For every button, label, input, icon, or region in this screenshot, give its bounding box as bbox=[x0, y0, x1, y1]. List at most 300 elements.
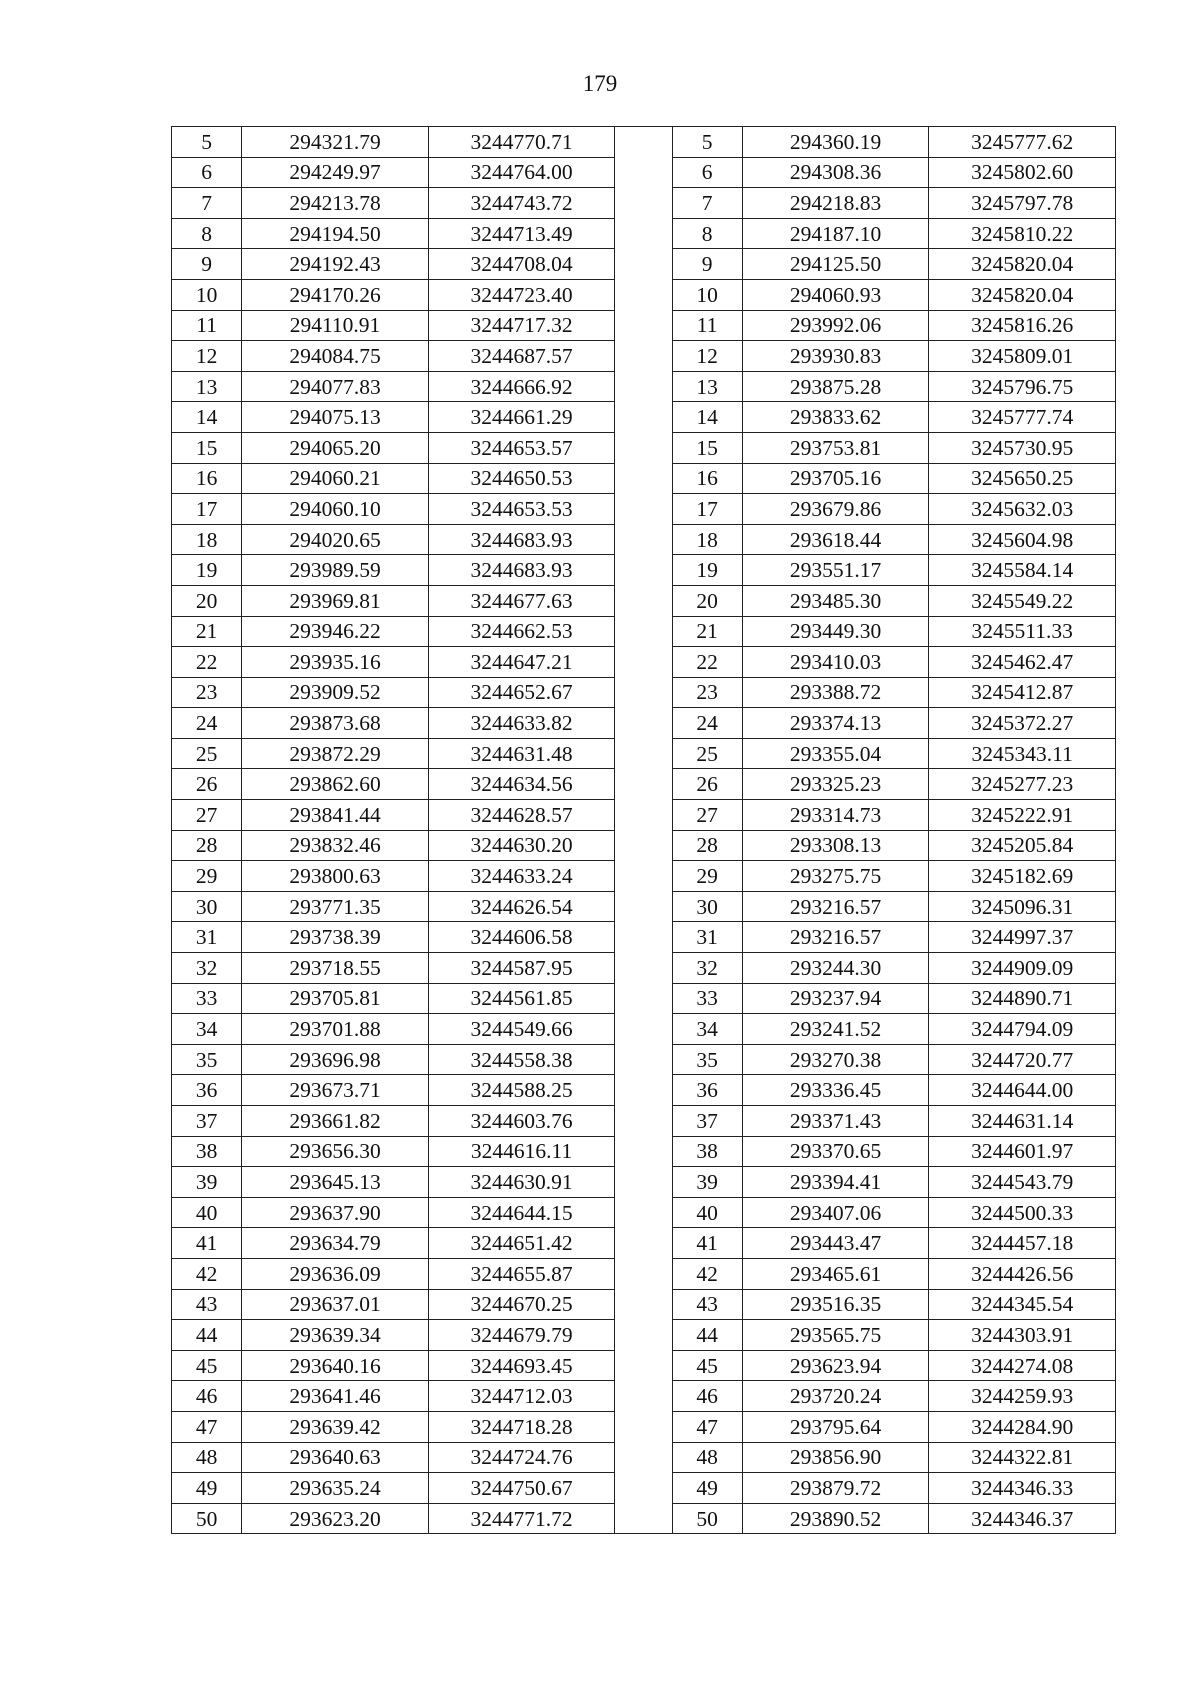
left-y-coordinate-cell: 3244708.04 bbox=[428, 249, 615, 280]
right-x-coordinate-cell: 293465.61 bbox=[742, 1258, 929, 1289]
right-point-number-cell: 43 bbox=[672, 1289, 742, 1320]
left-point-number-cell: 36 bbox=[172, 1075, 242, 1106]
left-x-coordinate-cell: 293656.30 bbox=[242, 1136, 429, 1167]
right-x-coordinate-cell: 293795.64 bbox=[742, 1411, 929, 1442]
gap-cell bbox=[615, 310, 672, 341]
right-x-coordinate-cell: 293216.57 bbox=[742, 891, 929, 922]
right-y-coordinate-cell: 3245816.26 bbox=[929, 310, 1116, 341]
gap-cell bbox=[615, 983, 672, 1014]
right-y-coordinate-cell: 3244322.81 bbox=[929, 1442, 1116, 1473]
right-x-coordinate-cell: 293374.13 bbox=[742, 708, 929, 739]
table-row bbox=[172, 402, 1116, 433]
right-y-coordinate-cell: 3244345.54 bbox=[929, 1289, 1116, 1320]
right-point-number-cell: 35 bbox=[672, 1044, 742, 1075]
gap-cell bbox=[615, 1258, 672, 1289]
table-row bbox=[172, 1197, 1116, 1228]
left-point-number-cell: 27 bbox=[172, 800, 242, 831]
left-y-coordinate-cell: 3244647.21 bbox=[428, 647, 615, 678]
right-point-number-cell: 13 bbox=[672, 371, 742, 402]
left-x-coordinate-cell: 293639.42 bbox=[242, 1411, 429, 1442]
right-y-coordinate-cell: 3245777.62 bbox=[929, 127, 1116, 158]
right-y-coordinate-cell: 3244500.33 bbox=[929, 1197, 1116, 1228]
left-point-number-cell: 11 bbox=[172, 310, 242, 341]
right-y-coordinate-cell: 3245632.03 bbox=[929, 494, 1116, 525]
gap-cell bbox=[615, 1075, 672, 1106]
left-y-coordinate-cell: 3244718.28 bbox=[428, 1411, 615, 1442]
right-point-number-cell: 6 bbox=[672, 157, 742, 188]
left-y-coordinate-cell: 3244631.48 bbox=[428, 738, 615, 769]
left-x-coordinate-cell: 293661.82 bbox=[242, 1106, 429, 1137]
right-y-coordinate-cell: 3245820.04 bbox=[929, 249, 1116, 280]
left-y-coordinate-cell: 3244561.85 bbox=[428, 983, 615, 1014]
gap-cell bbox=[615, 861, 672, 892]
right-y-coordinate-cell: 3245810.22 bbox=[929, 218, 1116, 249]
right-point-number-cell: 12 bbox=[672, 341, 742, 372]
gap-cell bbox=[615, 1350, 672, 1381]
left-x-coordinate-cell: 294249.97 bbox=[242, 157, 429, 188]
table-row bbox=[172, 891, 1116, 922]
right-x-coordinate-cell: 293355.04 bbox=[742, 738, 929, 769]
gap-cell bbox=[615, 647, 672, 678]
table-row bbox=[172, 983, 1116, 1014]
left-y-coordinate-cell: 3244588.25 bbox=[428, 1075, 615, 1106]
left-y-coordinate-cell: 3244652.67 bbox=[428, 677, 615, 708]
left-y-coordinate-cell: 3244630.91 bbox=[428, 1167, 615, 1198]
gap-cell bbox=[615, 341, 672, 372]
right-x-coordinate-cell: 293679.86 bbox=[742, 494, 929, 525]
gap-cell bbox=[615, 616, 672, 647]
gap-cell bbox=[615, 432, 672, 463]
right-x-coordinate-cell: 293875.28 bbox=[742, 371, 929, 402]
left-y-coordinate-cell: 3244626.54 bbox=[428, 891, 615, 922]
right-point-number-cell: 30 bbox=[672, 891, 742, 922]
left-point-number-cell: 49 bbox=[172, 1473, 242, 1504]
table-row bbox=[172, 524, 1116, 555]
left-point-number-cell: 8 bbox=[172, 218, 242, 249]
gap-cell bbox=[615, 249, 672, 280]
right-point-number-cell: 26 bbox=[672, 769, 742, 800]
left-x-coordinate-cell: 294213.78 bbox=[242, 188, 429, 219]
left-y-coordinate-cell: 3244662.53 bbox=[428, 616, 615, 647]
right-point-number-cell: 42 bbox=[672, 1258, 742, 1289]
left-x-coordinate-cell: 294065.20 bbox=[242, 432, 429, 463]
right-x-coordinate-cell: 293449.30 bbox=[742, 616, 929, 647]
left-x-coordinate-cell: 294075.13 bbox=[242, 402, 429, 433]
table-row bbox=[172, 279, 1116, 310]
left-y-coordinate-cell: 3244655.87 bbox=[428, 1258, 615, 1289]
gap-cell bbox=[615, 127, 672, 158]
left-x-coordinate-cell: 294321.79 bbox=[242, 127, 429, 158]
right-y-coordinate-cell: 3245584.14 bbox=[929, 555, 1116, 586]
right-x-coordinate-cell: 293565.75 bbox=[742, 1320, 929, 1351]
right-point-number-cell: 32 bbox=[672, 953, 742, 984]
table-row bbox=[172, 555, 1116, 586]
table-row bbox=[172, 494, 1116, 525]
left-y-coordinate-cell: 3244683.93 bbox=[428, 524, 615, 555]
table-row bbox=[172, 738, 1116, 769]
left-point-number-cell: 28 bbox=[172, 830, 242, 861]
table-row bbox=[172, 218, 1116, 249]
gap-cell bbox=[615, 769, 672, 800]
left-point-number-cell: 41 bbox=[172, 1228, 242, 1259]
left-point-number-cell: 25 bbox=[172, 738, 242, 769]
table-row bbox=[172, 1442, 1116, 1473]
right-x-coordinate-cell: 293325.23 bbox=[742, 769, 929, 800]
gap-cell bbox=[615, 891, 672, 922]
right-x-coordinate-cell: 293241.52 bbox=[742, 1014, 929, 1045]
right-point-number-cell: 22 bbox=[672, 647, 742, 678]
left-y-coordinate-cell: 3244743.72 bbox=[428, 188, 615, 219]
left-point-number-cell: 37 bbox=[172, 1106, 242, 1137]
left-x-coordinate-cell: 293841.44 bbox=[242, 800, 429, 831]
left-x-coordinate-cell: 293946.22 bbox=[242, 616, 429, 647]
left-x-coordinate-cell: 294020.65 bbox=[242, 524, 429, 555]
left-y-coordinate-cell: 3244603.76 bbox=[428, 1106, 615, 1137]
right-x-coordinate-cell: 294060.93 bbox=[742, 279, 929, 310]
right-x-coordinate-cell: 293371.43 bbox=[742, 1106, 929, 1137]
right-y-coordinate-cell: 3244644.00 bbox=[929, 1075, 1116, 1106]
gap-cell bbox=[615, 800, 672, 831]
gap-cell bbox=[615, 218, 672, 249]
right-x-coordinate-cell: 293551.17 bbox=[742, 555, 929, 586]
right-y-coordinate-cell: 3245412.87 bbox=[929, 677, 1116, 708]
right-y-coordinate-cell: 3244426.56 bbox=[929, 1258, 1116, 1289]
table-row bbox=[172, 1381, 1116, 1412]
left-point-number-cell: 21 bbox=[172, 616, 242, 647]
left-y-coordinate-cell: 3244628.57 bbox=[428, 800, 615, 831]
left-x-coordinate-cell: 293635.24 bbox=[242, 1473, 429, 1504]
coordinates-table bbox=[171, 126, 1116, 1534]
right-y-coordinate-cell: 3245096.31 bbox=[929, 891, 1116, 922]
right-x-coordinate-cell: 293407.06 bbox=[742, 1197, 929, 1228]
right-x-coordinate-cell: 293370.65 bbox=[742, 1136, 929, 1167]
left-y-coordinate-cell: 3244666.92 bbox=[428, 371, 615, 402]
table-row bbox=[172, 157, 1116, 188]
right-point-number-cell: 17 bbox=[672, 494, 742, 525]
right-x-coordinate-cell: 293753.81 bbox=[742, 432, 929, 463]
left-x-coordinate-cell: 294110.91 bbox=[242, 310, 429, 341]
left-y-coordinate-cell: 3244712.03 bbox=[428, 1381, 615, 1412]
left-y-coordinate-cell: 3244723.40 bbox=[428, 279, 615, 310]
gap-cell bbox=[615, 953, 672, 984]
left-point-number-cell: 29 bbox=[172, 861, 242, 892]
right-x-coordinate-cell: 293275.75 bbox=[742, 861, 929, 892]
right-x-coordinate-cell: 293992.06 bbox=[742, 310, 929, 341]
right-point-number-cell: 44 bbox=[672, 1320, 742, 1351]
right-y-coordinate-cell: 3244909.09 bbox=[929, 953, 1116, 984]
right-y-coordinate-cell: 3245796.75 bbox=[929, 371, 1116, 402]
right-point-number-cell: 25 bbox=[672, 738, 742, 769]
left-y-coordinate-cell: 3244771.72 bbox=[428, 1503, 615, 1534]
left-point-number-cell: 43 bbox=[172, 1289, 242, 1320]
left-point-number-cell: 48 bbox=[172, 1442, 242, 1473]
right-point-number-cell: 18 bbox=[672, 524, 742, 555]
right-y-coordinate-cell: 3245343.11 bbox=[929, 738, 1116, 769]
right-x-coordinate-cell: 293244.30 bbox=[742, 953, 929, 984]
table-row bbox=[172, 1503, 1116, 1534]
right-point-number-cell: 29 bbox=[672, 861, 742, 892]
gap-cell bbox=[615, 1167, 672, 1198]
right-point-number-cell: 34 bbox=[672, 1014, 742, 1045]
right-x-coordinate-cell: 294125.50 bbox=[742, 249, 929, 280]
left-point-number-cell: 45 bbox=[172, 1350, 242, 1381]
gap-cell bbox=[615, 524, 672, 555]
right-point-number-cell: 38 bbox=[672, 1136, 742, 1167]
left-y-coordinate-cell: 3244558.38 bbox=[428, 1044, 615, 1075]
left-x-coordinate-cell: 293718.55 bbox=[242, 953, 429, 984]
left-x-coordinate-cell: 293637.90 bbox=[242, 1197, 429, 1228]
right-y-coordinate-cell: 3244794.09 bbox=[929, 1014, 1116, 1045]
table-row bbox=[172, 1106, 1116, 1137]
right-point-number-cell: 7 bbox=[672, 188, 742, 219]
table-row bbox=[172, 1228, 1116, 1259]
table-row bbox=[172, 341, 1116, 372]
left-x-coordinate-cell: 293909.52 bbox=[242, 677, 429, 708]
right-x-coordinate-cell: 293388.72 bbox=[742, 677, 929, 708]
left-y-coordinate-cell: 3244549.66 bbox=[428, 1014, 615, 1045]
right-y-coordinate-cell: 3245277.23 bbox=[929, 769, 1116, 800]
right-y-coordinate-cell: 3245650.25 bbox=[929, 463, 1116, 494]
right-x-coordinate-cell: 293394.41 bbox=[742, 1167, 929, 1198]
right-y-coordinate-cell: 3245802.60 bbox=[929, 157, 1116, 188]
table-row bbox=[172, 1044, 1116, 1075]
left-x-coordinate-cell: 293771.35 bbox=[242, 891, 429, 922]
left-x-coordinate-cell: 293862.60 bbox=[242, 769, 429, 800]
left-point-number-cell: 9 bbox=[172, 249, 242, 280]
right-y-coordinate-cell: 3245777.74 bbox=[929, 402, 1116, 433]
right-x-coordinate-cell: 293623.94 bbox=[742, 1350, 929, 1381]
right-point-number-cell: 24 bbox=[672, 708, 742, 739]
gap-cell bbox=[615, 188, 672, 219]
right-y-coordinate-cell: 3244720.77 bbox=[929, 1044, 1116, 1075]
table-row bbox=[172, 585, 1116, 616]
left-x-coordinate-cell: 293640.63 bbox=[242, 1442, 429, 1473]
table-row bbox=[172, 1167, 1116, 1198]
left-point-number-cell: 38 bbox=[172, 1136, 242, 1167]
left-point-number-cell: 6 bbox=[172, 157, 242, 188]
right-y-coordinate-cell: 3245820.04 bbox=[929, 279, 1116, 310]
table-row bbox=[172, 188, 1116, 219]
gap-cell bbox=[615, 1320, 672, 1351]
left-y-coordinate-cell: 3244633.24 bbox=[428, 861, 615, 892]
left-x-coordinate-cell: 294084.75 bbox=[242, 341, 429, 372]
right-point-number-cell: 40 bbox=[672, 1197, 742, 1228]
table-row bbox=[172, 830, 1116, 861]
table-row bbox=[172, 861, 1116, 892]
right-point-number-cell: 48 bbox=[672, 1442, 742, 1473]
left-y-coordinate-cell: 3244644.15 bbox=[428, 1197, 615, 1228]
table-row bbox=[172, 1350, 1116, 1381]
left-y-coordinate-cell: 3244653.53 bbox=[428, 494, 615, 525]
right-y-coordinate-cell: 3245205.84 bbox=[929, 830, 1116, 861]
left-x-coordinate-cell: 293832.46 bbox=[242, 830, 429, 861]
left-y-coordinate-cell: 3244683.93 bbox=[428, 555, 615, 586]
right-x-coordinate-cell: 293216.57 bbox=[742, 922, 929, 953]
right-y-coordinate-cell: 3245222.91 bbox=[929, 800, 1116, 831]
right-point-number-cell: 10 bbox=[672, 279, 742, 310]
table-row bbox=[172, 1014, 1116, 1045]
left-y-coordinate-cell: 3244650.53 bbox=[428, 463, 615, 494]
left-y-coordinate-cell: 3244717.32 bbox=[428, 310, 615, 341]
left-y-coordinate-cell: 3244634.56 bbox=[428, 769, 615, 800]
left-y-coordinate-cell: 3244770.71 bbox=[428, 127, 615, 158]
right-point-number-cell: 47 bbox=[672, 1411, 742, 1442]
table-row bbox=[172, 371, 1116, 402]
right-point-number-cell: 20 bbox=[672, 585, 742, 616]
right-point-number-cell: 49 bbox=[672, 1473, 742, 1504]
table-row bbox=[172, 647, 1116, 678]
left-y-coordinate-cell: 3244651.42 bbox=[428, 1228, 615, 1259]
right-point-number-cell: 21 bbox=[672, 616, 742, 647]
right-point-number-cell: 50 bbox=[672, 1503, 742, 1534]
left-x-coordinate-cell: 294060.21 bbox=[242, 463, 429, 494]
left-point-number-cell: 44 bbox=[172, 1320, 242, 1351]
right-x-coordinate-cell: 294187.10 bbox=[742, 218, 929, 249]
gap-cell bbox=[615, 738, 672, 769]
left-x-coordinate-cell: 293989.59 bbox=[242, 555, 429, 586]
gap-cell bbox=[615, 1411, 672, 1442]
gap-cell bbox=[615, 1503, 672, 1534]
table-row bbox=[172, 616, 1116, 647]
left-point-number-cell: 34 bbox=[172, 1014, 242, 1045]
right-x-coordinate-cell: 293618.44 bbox=[742, 524, 929, 555]
right-y-coordinate-cell: 3244601.97 bbox=[929, 1136, 1116, 1167]
right-x-coordinate-cell: 293705.16 bbox=[742, 463, 929, 494]
left-point-number-cell: 10 bbox=[172, 279, 242, 310]
gap-cell bbox=[615, 1228, 672, 1259]
left-point-number-cell: 14 bbox=[172, 402, 242, 433]
right-point-number-cell: 46 bbox=[672, 1381, 742, 1412]
left-y-coordinate-cell: 3244764.00 bbox=[428, 157, 615, 188]
right-x-coordinate-cell: 293314.73 bbox=[742, 800, 929, 831]
right-y-coordinate-cell: 3244543.79 bbox=[929, 1167, 1116, 1198]
table-row bbox=[172, 1289, 1116, 1320]
left-point-number-cell: 30 bbox=[172, 891, 242, 922]
table-row bbox=[172, 1258, 1116, 1289]
left-point-number-cell: 50 bbox=[172, 1503, 242, 1534]
right-y-coordinate-cell: 3245549.22 bbox=[929, 585, 1116, 616]
gap-cell bbox=[615, 1289, 672, 1320]
right-y-coordinate-cell: 3244997.37 bbox=[929, 922, 1116, 953]
left-point-number-cell: 7 bbox=[172, 188, 242, 219]
right-y-coordinate-cell: 3245372.27 bbox=[929, 708, 1116, 739]
gap-cell bbox=[615, 1044, 672, 1075]
table-row bbox=[172, 1411, 1116, 1442]
left-point-number-cell: 31 bbox=[172, 922, 242, 953]
table-row bbox=[172, 922, 1116, 953]
left-y-coordinate-cell: 3244713.49 bbox=[428, 218, 615, 249]
right-point-number-cell: 15 bbox=[672, 432, 742, 463]
left-y-coordinate-cell: 3244724.76 bbox=[428, 1442, 615, 1473]
right-point-number-cell: 11 bbox=[672, 310, 742, 341]
right-point-number-cell: 31 bbox=[672, 922, 742, 953]
gap-cell bbox=[615, 1197, 672, 1228]
left-y-coordinate-cell: 3244633.82 bbox=[428, 708, 615, 739]
left-point-number-cell: 22 bbox=[172, 647, 242, 678]
left-y-coordinate-cell: 3244687.57 bbox=[428, 341, 615, 372]
table-row bbox=[172, 127, 1116, 158]
left-x-coordinate-cell: 293935.16 bbox=[242, 647, 429, 678]
table-row bbox=[172, 463, 1116, 494]
gap-cell bbox=[615, 1442, 672, 1473]
right-y-coordinate-cell: 3245604.98 bbox=[929, 524, 1116, 555]
left-y-coordinate-cell: 3244630.20 bbox=[428, 830, 615, 861]
left-y-coordinate-cell: 3244750.67 bbox=[428, 1473, 615, 1504]
right-y-coordinate-cell: 3245511.33 bbox=[929, 616, 1116, 647]
right-point-number-cell: 45 bbox=[672, 1350, 742, 1381]
left-y-coordinate-cell: 3244670.25 bbox=[428, 1289, 615, 1320]
left-y-coordinate-cell: 3244653.57 bbox=[428, 432, 615, 463]
left-y-coordinate-cell: 3244693.45 bbox=[428, 1350, 615, 1381]
right-x-coordinate-cell: 293833.62 bbox=[742, 402, 929, 433]
left-x-coordinate-cell: 293800.63 bbox=[242, 861, 429, 892]
left-point-number-cell: 26 bbox=[172, 769, 242, 800]
right-x-coordinate-cell: 293443.47 bbox=[742, 1228, 929, 1259]
gap-cell bbox=[615, 677, 672, 708]
left-y-coordinate-cell: 3244587.95 bbox=[428, 953, 615, 984]
left-x-coordinate-cell: 294060.10 bbox=[242, 494, 429, 525]
left-y-coordinate-cell: 3244679.79 bbox=[428, 1320, 615, 1351]
left-x-coordinate-cell: 293673.71 bbox=[242, 1075, 429, 1106]
left-x-coordinate-cell: 293701.88 bbox=[242, 1014, 429, 1045]
right-y-coordinate-cell: 3245182.69 bbox=[929, 861, 1116, 892]
left-point-number-cell: 33 bbox=[172, 983, 242, 1014]
gap-cell bbox=[615, 1136, 672, 1167]
table-row bbox=[172, 1320, 1116, 1351]
right-y-coordinate-cell: 3245797.78 bbox=[929, 188, 1116, 219]
left-y-coordinate-cell: 3244661.29 bbox=[428, 402, 615, 433]
left-x-coordinate-cell: 293639.34 bbox=[242, 1320, 429, 1351]
right-x-coordinate-cell: 293930.83 bbox=[742, 341, 929, 372]
right-point-number-cell: 41 bbox=[672, 1228, 742, 1259]
table-row bbox=[172, 1473, 1116, 1504]
gap-cell bbox=[615, 1473, 672, 1504]
left-point-number-cell: 35 bbox=[172, 1044, 242, 1075]
right-x-coordinate-cell: 294218.83 bbox=[742, 188, 929, 219]
right-point-number-cell: 33 bbox=[672, 983, 742, 1014]
left-x-coordinate-cell: 293872.29 bbox=[242, 738, 429, 769]
right-x-coordinate-cell: 293237.94 bbox=[742, 983, 929, 1014]
right-y-coordinate-cell: 3245809.01 bbox=[929, 341, 1116, 372]
right-x-coordinate-cell: 293336.45 bbox=[742, 1075, 929, 1106]
gap-cell bbox=[615, 1014, 672, 1045]
left-x-coordinate-cell: 293705.81 bbox=[242, 983, 429, 1014]
left-x-coordinate-cell: 293623.20 bbox=[242, 1503, 429, 1534]
gap-cell bbox=[615, 555, 672, 586]
right-point-number-cell: 14 bbox=[672, 402, 742, 433]
gap-cell bbox=[615, 1106, 672, 1137]
left-x-coordinate-cell: 293634.79 bbox=[242, 1228, 429, 1259]
table-row bbox=[172, 708, 1116, 739]
right-point-number-cell: 16 bbox=[672, 463, 742, 494]
right-point-number-cell: 27 bbox=[672, 800, 742, 831]
gap-cell bbox=[615, 830, 672, 861]
left-x-coordinate-cell: 293640.16 bbox=[242, 1350, 429, 1381]
left-point-number-cell: 39 bbox=[172, 1167, 242, 1198]
left-x-coordinate-cell: 294192.43 bbox=[242, 249, 429, 280]
left-x-coordinate-cell: 294194.50 bbox=[242, 218, 429, 249]
left-x-coordinate-cell: 293636.09 bbox=[242, 1258, 429, 1289]
gap-cell bbox=[615, 922, 672, 953]
gap-cell bbox=[615, 708, 672, 739]
right-point-number-cell: 36 bbox=[672, 1075, 742, 1106]
right-point-number-cell: 19 bbox=[672, 555, 742, 586]
right-x-coordinate-cell: 293410.03 bbox=[742, 647, 929, 678]
right-y-coordinate-cell: 3245462.47 bbox=[929, 647, 1116, 678]
left-point-number-cell: 17 bbox=[172, 494, 242, 525]
right-point-number-cell: 28 bbox=[672, 830, 742, 861]
table-row bbox=[172, 1136, 1116, 1167]
